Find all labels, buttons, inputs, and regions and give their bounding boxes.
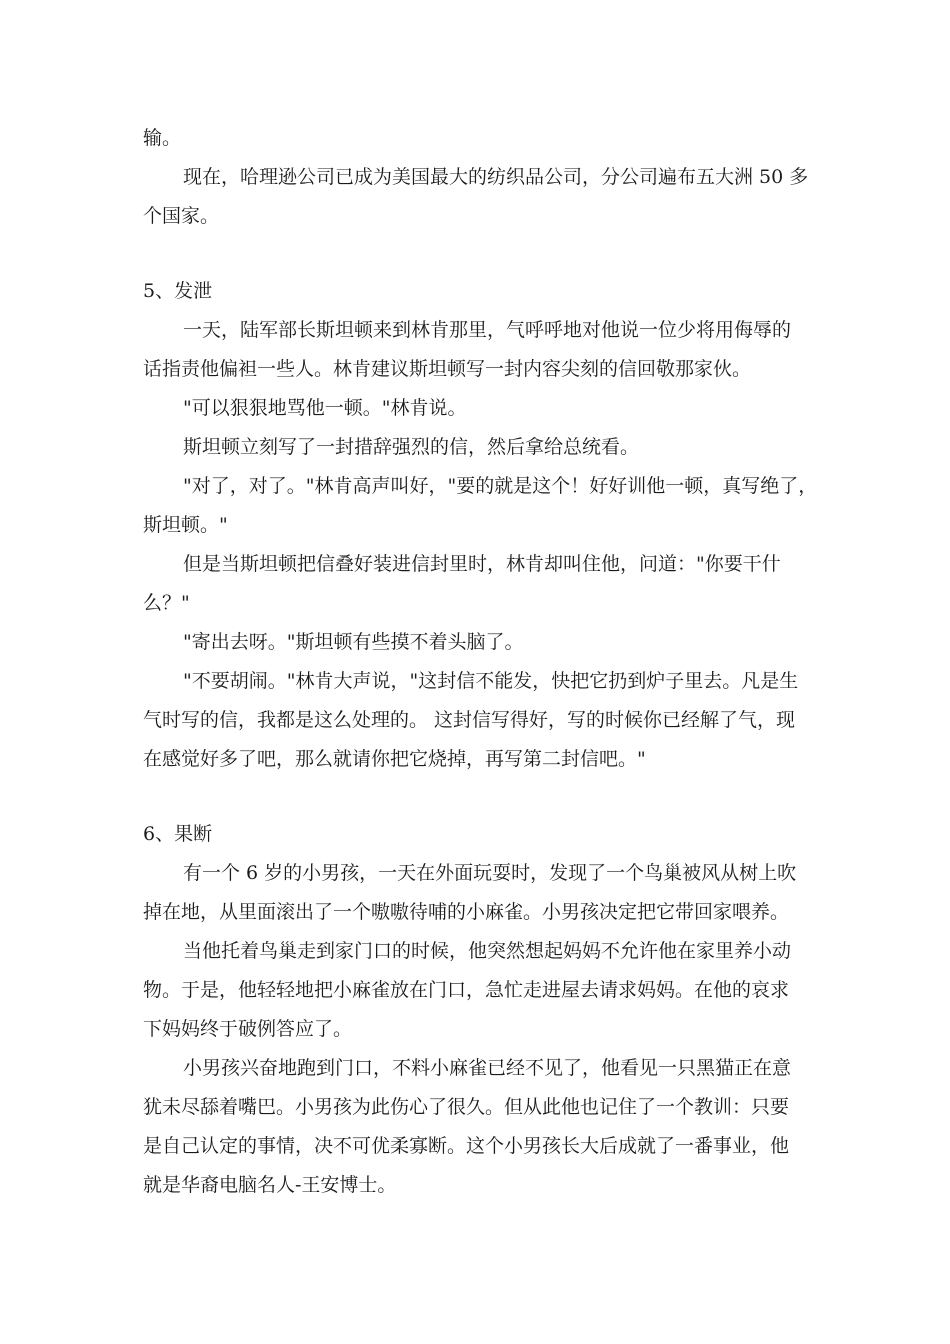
paragraph-line: 但是当斯坦顿把信叠好装进信封里时，林肯却叫住他，问道："你要干什 — [183, 553, 781, 575]
paragraph-line: 就是华裔电脑名人-王安博士。 — [143, 1174, 397, 1196]
section-spacer — [143, 779, 823, 815]
paragraph-line: 是自己认定的事情，决不可优柔寡断。这个小男孩长大后成就了一番事业，他 — [143, 1135, 790, 1157]
paragraph-line: 小男孩兴奋地跑到门口，不料小麻雀已经不见了，他看见一只黑猫正在意 — [183, 1057, 792, 1079]
paragraph-line: "寄出去呀。"斯坦顿有些摸不着头脑了。 — [183, 631, 524, 653]
paragraph-line: "可以狠狠地骂他一顿。"林肯说。 — [183, 397, 467, 419]
paragraph-line: 现在，哈理逊公司已成为美国最大的纺织品公司，分公司遍布五大洲 50 多 — [183, 166, 809, 188]
paragraph-line: 掉在地，从里面滚出了一个嗷嗷待哺的小麻雀。小男孩决定把它带回家喂养。 — [143, 901, 790, 923]
paragraph-line: "对了，对了。"林肯高声叫好，"要的就是这个！好好训他一顿，真写绝了， — [183, 475, 818, 497]
paragraph-line: 话指责他偏袒一些人。林肯建议斯坦顿写一封内容尖刻的信回敬那家伙。 — [143, 358, 752, 380]
paragraph-line: 物。于是，他轻轻地把小麻雀放在门口，急忙走进屋去请求妈妈。在他的哀求 — [143, 979, 790, 1001]
section-heading: 6、果断 — [143, 823, 213, 845]
paragraph-line: 气时写的信，我都是这么处理的。 这封信写得好，写的时候你已经解了气，现 — [143, 709, 796, 731]
paragraph-line: 下妈妈终于破例答应了。 — [143, 1018, 353, 1040]
paragraph-line: 个国家。 — [143, 205, 220, 227]
paragraph-line: 有一个 6 岁的小男孩，一天在外面玩耍时，发现了一个鸟巢被风从树上吹 — [183, 862, 797, 884]
document-page — [143, 119, 823, 1205]
paragraph-line: 输。 — [143, 127, 182, 149]
section-spacer — [143, 236, 823, 272]
paragraph-line: 当他托着鸟巢走到家门口的时候，他突然想起妈妈不允许他在家里养小动 — [183, 940, 792, 962]
section-heading: 5、发泄 — [143, 280, 213, 302]
paragraph-line: 犹未尽舔着嘴巴。小男孩为此伤心了很久。但从此他也记住了一个教训：只要 — [143, 1096, 790, 1118]
paragraph-line: "不要胡闹。"林肯大声说，"这封信不能发，快把它扔到炉子里去。凡是生 — [183, 670, 799, 692]
paragraph-line: 斯坦顿立刻写了一封措辞强烈的信，然后拿给总统看。 — [183, 436, 640, 458]
paragraph-line: 一天，陆军部长斯坦顿来到林肯那里，气呼呼地对他说一位少将用侮辱的 — [183, 319, 792, 341]
paragraph-line: 在感觉好多了吧，那么就请你把它烧掉，再写第二封信吧。" — [143, 748, 646, 770]
paragraph-line: 斯坦顿。" — [143, 514, 228, 536]
paragraph-line: 么？" — [143, 592, 190, 614]
